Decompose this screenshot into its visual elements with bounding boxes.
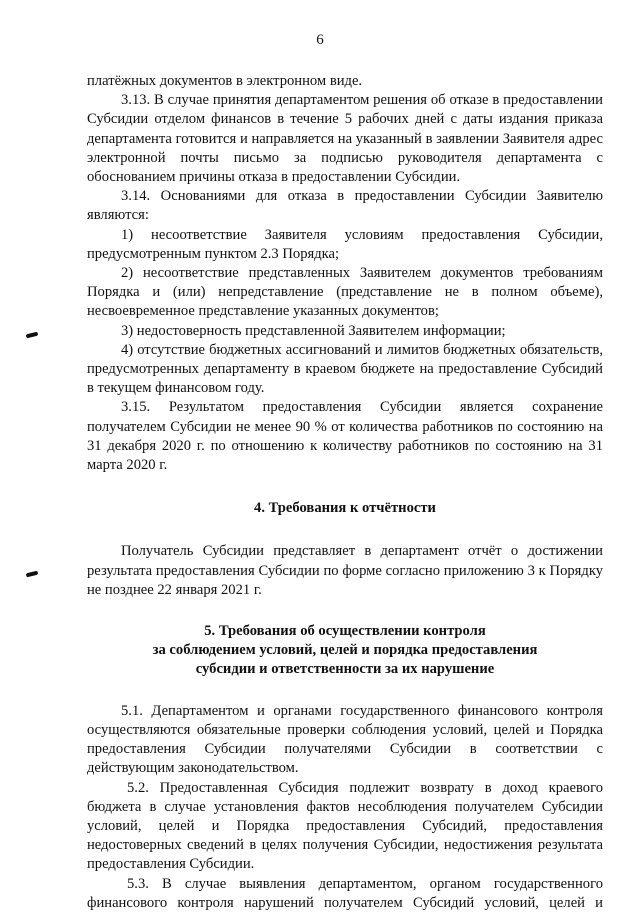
list-item-3: 3) недостоверность представленной Заявителем информации; [121,322,506,339]
paragraph-3-15: 3.15. Результатом предоставления Субсидии является сохранение получателем Субсидии не менее 90 % от количества работников по состоянию на 31 декабря 2020 г. по отношению к количеству работников по состоянию на 31 марта 2020 г. [87,399,603,474]
paragraph-3-13: 3.13. В случае принятия департаментом решения об отказе в предоставлении Субсидии отделом финансов в течение 5 рабочих дней с даты издания приказа департамента готовится и направляется на указанный в заявлении Заявителя адрес электронной почты письмо за подписью руководителя департамента с обоснованием причины отказа в предоставлении Субсидии. [87,92,603,186]
document-body [87,72,603,913]
section-5-heading-line-1: 5. Требования об осуществлении контроля [204,623,486,640]
section-5-heading-line-3: субсидии и ответственности за их нарушение [195,661,495,678]
paragraph-5-1: 5.1. Департаментом и органами государственного финансового контроля осуществляются обязательные проверки соблюдения условий, целей и Порядка предоставления Субсидии получателями Субсидии в соответствии с действующим законодательством. [87,702,603,777]
paragraph-5-2: 5.2. Предоставленная Субсидия подлежит возврату в доход краевого бюджета в случае установления фактов несоблюдения получателем Субсидии условий, целей и Порядка предоставления Субсидий, предоставления недостоверных сведений в целях получения Субсидии, недостижения результата предоставления Субсидии. [87,779,603,873]
margin-mark [26,332,39,339]
page-number: 6 [316,32,324,48]
margin-mark [26,571,39,578]
list-item-1: 1) несоответствие Заявителя условиям предоставления Субсидии, предусмотренным пунктом 2.3 Порядка; [87,226,603,262]
paragraph-5-3: 5.3. В случае выявления департаментом, органом государственного финансового контроля нарушений получателем Субсидий условий, целей и [87,875,603,911]
paragraph-3-14: 3.14. Основаниями для отказа в предоставлении Субсидии Заявителю являются: [87,188,603,224]
section-5-heading-line-2: за соблюдением условий, целей и порядка предоставления [152,642,538,659]
section-4-heading: 4. Требования к отчётности [254,500,436,517]
section-4-text: Получатель Субсидии представляет в департамент отчёт о достижении результата предоставления Субсидии по форме согласно приложению 3 к Порядку не позднее 22 января 2021 г. [87,543,603,598]
list-item-4: 4) отсутствие бюджетных ассигнований и лимитов бюджетных обязательств, предусмотренных департаменту в краевом бюджете на предоставление Субсидий в текущем финансовом году. [87,341,603,397]
list-item-2: 2) несоответствие представленных Заявителем документов требованиям Порядка и (или) непредставление (представление не в полном объеме), несвоевременное представление указанных документов; [87,265,603,320]
paragraph-continuation: платёжных документов в электронном виде. [87,73,363,89]
